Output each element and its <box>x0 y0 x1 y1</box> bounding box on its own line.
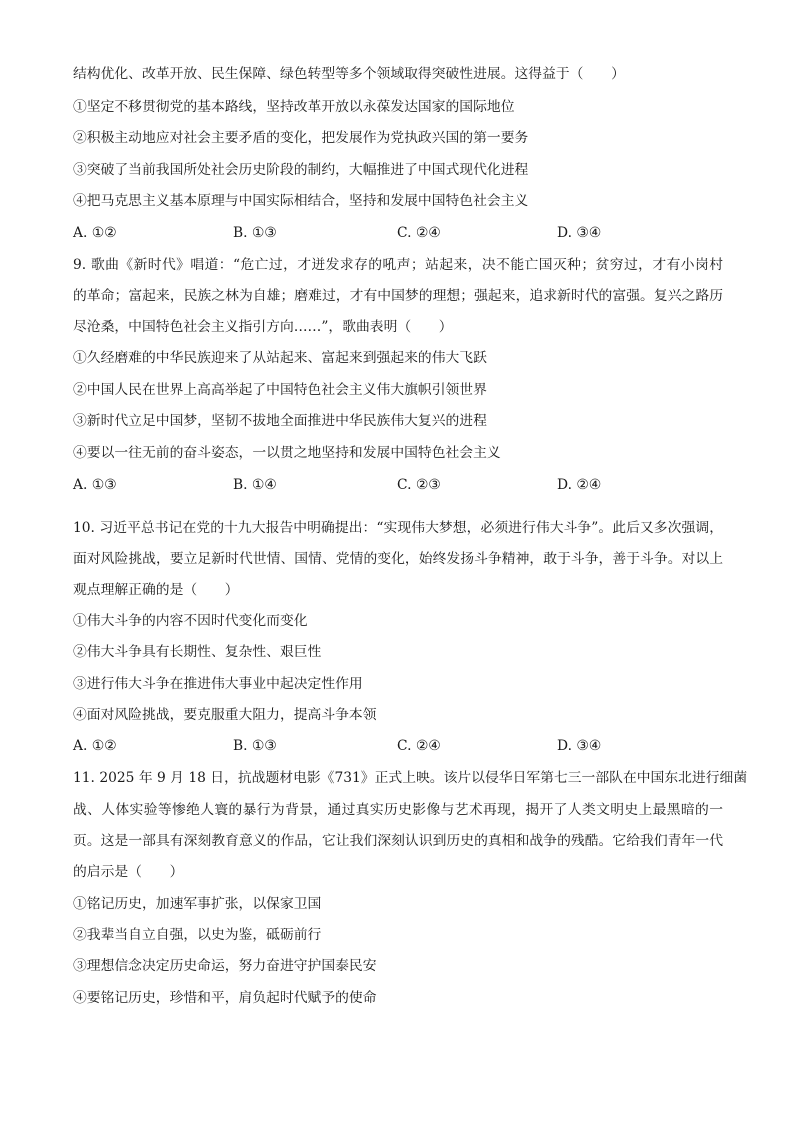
q11-stem-line-2: 战、人体实验等惨绝人寰的暴行为背景，通过真实历史影像与艺术再现，揭开了人类文明史上最黑暗的一 <box>73 802 723 818</box>
q9-stem-line-2: 的革命；富起来，民族之林为自雄；磨难过，才有中国梦的理想；强起来，追求新时代的富强。复兴之路历 <box>73 288 723 304</box>
q8-stem-line: 结构优化、改革开放、民生保障、绿色转型等多个领域取得突破性进展。这得益于（ ） <box>73 66 625 82</box>
q9-option-a: A. ①③ <box>73 477 117 493</box>
q8-option-d: D. ③④ <box>557 225 602 241</box>
q10-option-c: C. ②④ <box>397 738 441 754</box>
q9-option-c: C. ②③ <box>397 477 441 493</box>
q8-option-c: C. ②④ <box>397 225 441 241</box>
q11-statement-3: ③理想信念决定历史命运，努力奋进守护国泰民安 <box>73 958 377 974</box>
q8-statement-1: ①坚定不移贯彻党的基本路线，坚持改革开放以永葆发达国家的国际地位 <box>73 99 515 115</box>
q8-option-b: B. ①③ <box>233 225 277 241</box>
q11-statement-4: ④要铭记历史，珍惜和平，肩负起时代赋予的使命 <box>73 990 377 1006</box>
q11-statement-2: ②我辈当自立自强，以史为鉴，砥砺前行 <box>73 927 322 943</box>
q8-statement-4: ④把马克思主义基本原理与中国实际相结合，坚持和发展中国特色社会主义 <box>73 193 529 209</box>
q10-statement-1: ①伟大斗争的内容不因时代变化而变化 <box>73 613 308 629</box>
q9-stem-line-3: 尽沧桑，中国特色社会主义指引方向……”，歌曲表明（ ） <box>73 319 453 335</box>
q10-option-d: D. ③④ <box>557 738 602 754</box>
q10-statement-3: ③进行伟大斗争在推进伟大事业中起决定性作用 <box>73 676 363 692</box>
q10-stem-line-2: 面对风险挑战，要立足新时代世情、国情、党情的变化，始终发扬斗争精神，敢于斗争，善于斗争。对以上 <box>73 551 723 567</box>
q10-statement-2: ②伟大斗争具有长期性、复杂性、艰巨性 <box>73 644 322 660</box>
q9-stem-line-1: 9. 歌曲《新时代》唱道：“危亡过，才迸发求存的吼声；站起来，决不能亡国灭种；贫穷过，才有小岗村 <box>73 257 723 273</box>
q10-option-a: A. ①② <box>73 738 117 754</box>
q9-option-b: B. ①④ <box>233 477 277 493</box>
q11-stem-line-1: 11. 2025 年 9 月 18 日，抗战题材电影《731》正式上映。该片以侵华日军第七三一部队在中国东北进行细菌 <box>73 770 748 786</box>
q8-statement-3: ③突破了当前我国所处社会历史阶段的制约，大幅推进了中国式现代化进程 <box>73 162 529 178</box>
q9-statement-4: ④要以一往无前的奋斗姿态，一以贯之地坚持和发展中国特色社会主义 <box>73 445 501 461</box>
q9-statement-1: ①久经磨难的中华民族迎来了从站起来、富起来到强起来的伟大飞跃 <box>73 350 487 366</box>
q10-stem-line-1: 10. 习近平总书记在党的十九大报告中明确提出：“实现伟大梦想，必须进行伟大斗争”。此后又多次强调， <box>73 520 723 536</box>
q11-stem-line-3: 页。这是一部具有深刻教育意义的作品，它让我们深刻认识到历史的真相和战争的残酷。它给我们青年一代 <box>73 833 723 849</box>
q10-stem-line-3: 观点理解正确的是（ ） <box>73 582 239 598</box>
q8-statement-2: ②积极主动地应对社会主要矛盾的变化，把发展作为党执政兴国的第一要务 <box>73 130 529 146</box>
q9-statement-2: ②中国人民在世界上高高举起了中国特色社会主义伟大旗帜引领世界 <box>73 382 487 398</box>
q9-option-d: D. ②④ <box>557 477 602 493</box>
q8-option-a: A. ①② <box>73 225 117 241</box>
q10-statement-4: ④面对风险挑战，要克服重大阻力，提高斗争本领 <box>73 707 377 723</box>
q9-statement-3: ③新时代立足中国梦，坚韧不拔地全面推进中华民族伟大复兴的进程 <box>73 413 487 429</box>
q11-stem-line-4: 的启示是（ ） <box>73 864 184 880</box>
q11-statement-1: ①铭记历史，加速军事扩张，以保家卫国 <box>73 896 322 912</box>
q10-option-b: B. ①③ <box>233 738 277 754</box>
